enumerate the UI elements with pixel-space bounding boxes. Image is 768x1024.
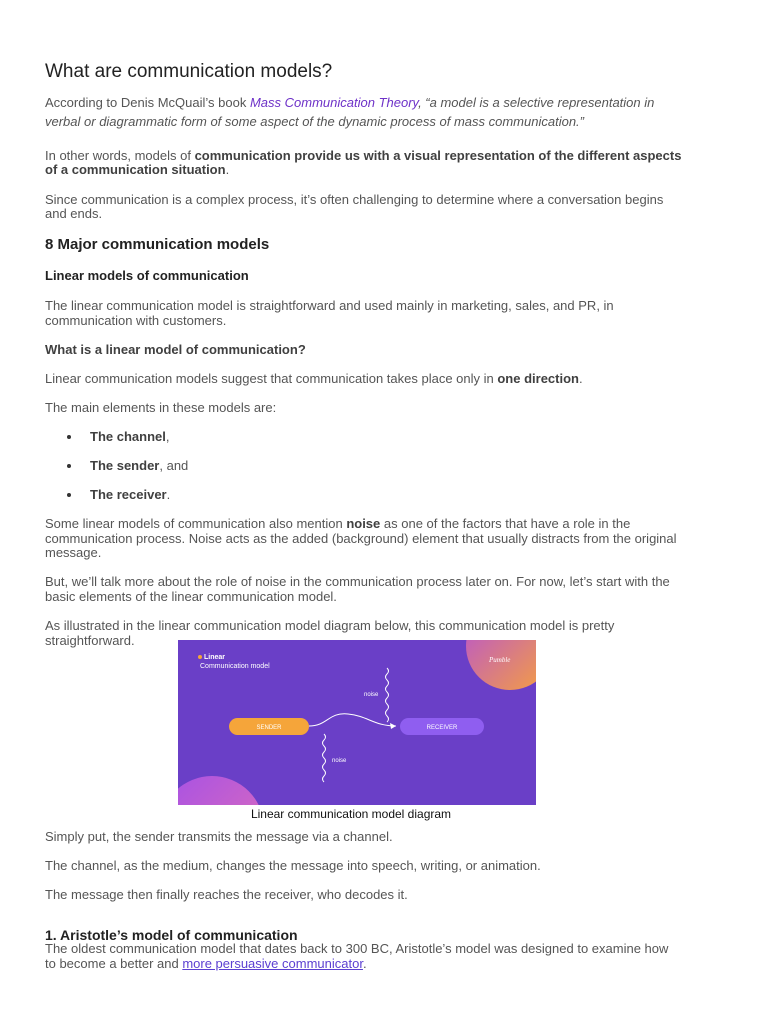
- persuasive-communicator-link[interactable]: more persuasive communicator: [182, 956, 363, 971]
- page-title: What are communication models?: [45, 61, 333, 82]
- element-bold: The channel: [90, 429, 166, 444]
- subheading-linear: Linear models of communication: [45, 268, 249, 283]
- linear-desc-line1: The linear communication model is straightforward and used mainly in marketing, sales, and PR, in: [45, 298, 614, 313]
- aristotle-heading: 1. Aristotle’s model of communication: [45, 927, 298, 943]
- linear-question: What is a linear model of communication?: [45, 342, 306, 357]
- bullet-icon: [67, 464, 71, 468]
- element-rest: ,: [165, 429, 170, 444]
- complex-line2: and ends.: [45, 206, 103, 221]
- one-direction-suffix: .: [578, 371, 583, 386]
- book-link[interactable]: Mass Communication Theory: [249, 95, 419, 110]
- list-item: [45, 429, 445, 444]
- intro-prefix: According to Denis McQuail’s book: [45, 95, 250, 110]
- list-item: [45, 458, 445, 473]
- aristotle-suffix: .: [362, 956, 367, 971]
- other-words-bold1: communication provide us with a visual representation of the different aspects: [194, 148, 682, 163]
- receiver-label: RECEIVER: [426, 725, 458, 731]
- list-item: [45, 487, 445, 502]
- figure-caption: Linear communication model diagram: [250, 807, 452, 821]
- illustrated-line2: straightforward.: [45, 633, 135, 648]
- intro-paragraph: [45, 95, 725, 110]
- noise-line2: communication process. Noise acts as the added (background) element that usually distracts from the original: [45, 531, 677, 546]
- section-heading: 8 Major communication models: [45, 236, 270, 253]
- intro-quote-part1: “a model is a selective representation in: [425, 95, 655, 110]
- intro-comma: ,: [418, 95, 426, 110]
- element-rest: .: [166, 487, 171, 502]
- noise-line3: message.: [45, 545, 102, 560]
- noise-label-top: noise: [364, 692, 379, 698]
- linear-model-diagram: [178, 640, 536, 805]
- channel-paragraph: The channel, as the medium, changes the message into speech, writing, or animation.: [45, 858, 541, 873]
- simply-paragraph: Simply put, the sender transmits the message via a channel.: [45, 829, 393, 844]
- element-rest: , and: [159, 458, 189, 473]
- noise-prefix: Some linear models of communication also mention: [45, 516, 347, 531]
- other-words-line2: [45, 162, 725, 177]
- but-line1: But, we’ll talk more about the role of noise in the communication process later on. For now, let’s start with the: [45, 574, 670, 589]
- aristotle-line1: The oldest communication model that dates back to 300 BC, Aristotle’s model was designed to examine how: [45, 941, 669, 956]
- aristotle-prefix: to become a better and: [45, 956, 183, 971]
- noise-paragraph: [45, 516, 725, 531]
- sender-label: SENDER: [256, 725, 282, 731]
- diagram-svg: [178, 640, 536, 805]
- diagram-subheading: Communication model: [200, 663, 270, 670]
- one-direction-prefix: Linear communication models suggest that communication takes place only in: [45, 371, 498, 386]
- brand-logo: Pumble: [489, 656, 511, 664]
- diagram-heading: Linear: [204, 654, 226, 661]
- linear-desc-line2: communication with customers.: [45, 313, 227, 328]
- one-direction-bold: one direction: [497, 371, 579, 386]
- intro-quote-part2: verbal or diagrammatic form of some aspect of the dynamic process of mass communication.”: [45, 114, 584, 129]
- other-words-bold2: of a communication situation: [45, 162, 226, 177]
- complex-line1: Since communication is a complex process, it’s often challenging to determine where a conversation begins: [45, 192, 664, 207]
- main-elements-intro: The main elements in these models are:: [45, 400, 277, 415]
- bullet-icon: [67, 435, 71, 439]
- heading-dot-icon: [198, 655, 202, 659]
- noise-label-bottom: noise: [332, 758, 347, 764]
- but-line2: basic elements of the linear communication model.: [45, 589, 337, 604]
- bullet-icon: [67, 493, 71, 497]
- element-bold: The receiver: [90, 487, 167, 502]
- other-words-prefix: In other words, models of: [45, 148, 195, 163]
- other-words-paragraph: [45, 148, 735, 163]
- noise-suffix: as one of the factors that have a role in the: [380, 516, 631, 531]
- message-paragraph: The message then finally reaches the receiver, who decodes it.: [45, 887, 408, 902]
- element-bold: The sender: [90, 458, 160, 473]
- noise-bold: noise: [346, 516, 381, 531]
- illustrated-line1: As illustrated in the linear communication model diagram below, this communication model is pretty: [45, 618, 615, 633]
- other-words-suffix: .: [225, 162, 230, 177]
- one-direction-paragraph: [45, 371, 725, 386]
- aristotle-line2: [45, 956, 725, 971]
